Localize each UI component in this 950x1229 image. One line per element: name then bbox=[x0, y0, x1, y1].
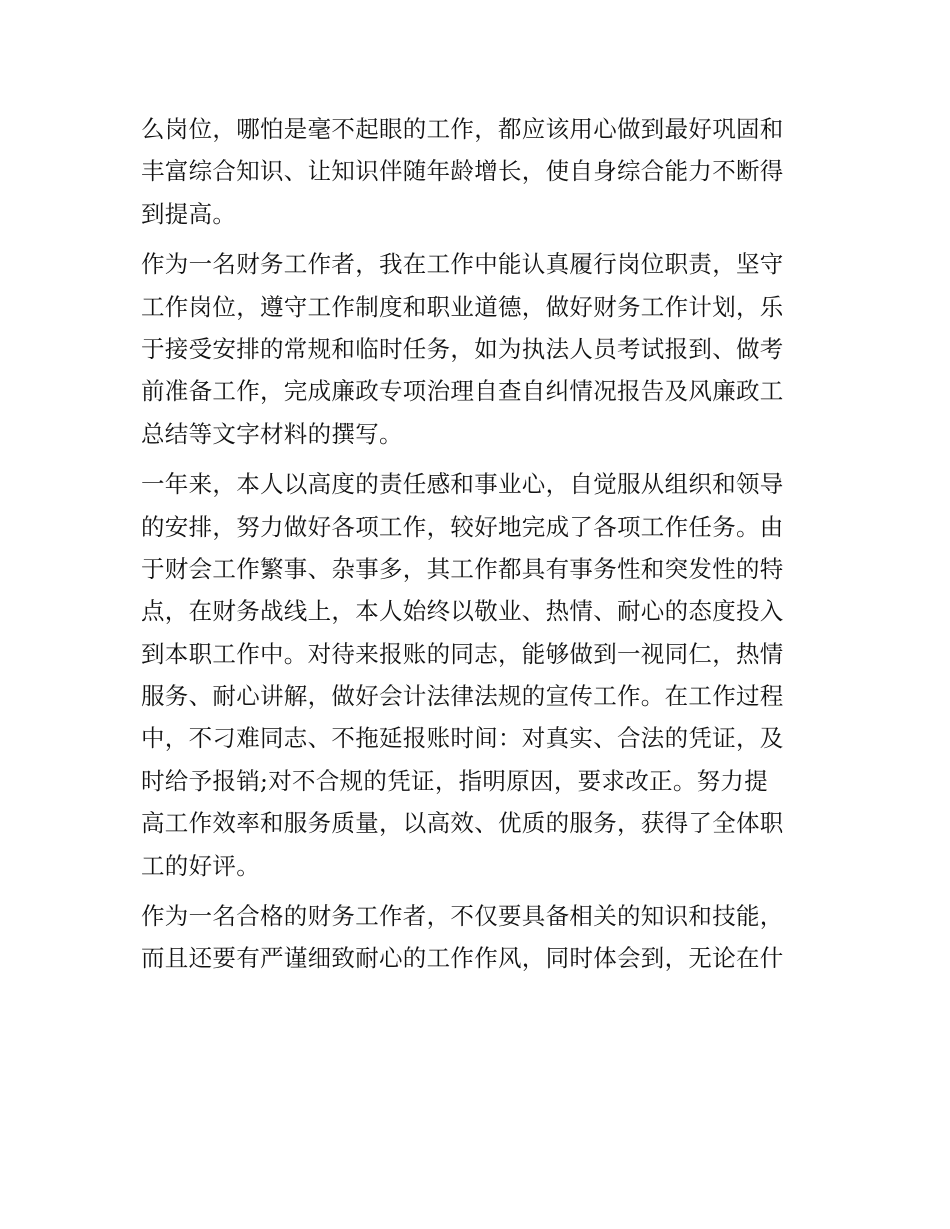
text-line: 到提高。 bbox=[141, 199, 237, 228]
text-line: 工的好评。 bbox=[141, 851, 260, 880]
text-line: 点，在财务战线上，本人始终以敬业、热情、耐心的态度投入 bbox=[141, 597, 784, 626]
text-line: 而且还要有严谨细致耐心的工作作风，同时体会到，无论在什 bbox=[141, 944, 784, 973]
paragraph-4 bbox=[141, 895, 821, 980]
text-line: 作为一名合格的财务工作者，不仅要具备相关的知识和技能， bbox=[141, 902, 784, 931]
text-line: 于接受安排的常规和临时任务，如为执法人员考试报到、做考 bbox=[141, 334, 784, 363]
paragraph-gap bbox=[141, 235, 821, 243]
text-line: 作为一名财务工作者，我在工作中能认真履行岗位职责，坚守 bbox=[141, 250, 784, 279]
text-line: 一年来，本人以高度的责任感和事业心，自觉服从组织和领导 bbox=[141, 470, 784, 499]
text-line: 服务、耐心讲解，做好会计法律法规的宣传工作。在工作过程 bbox=[141, 682, 784, 711]
paragraph-2 bbox=[141, 243, 821, 455]
text-line: 到本职工作中。对待来报账的同志，能够做到一视同仁，热情 bbox=[141, 639, 784, 668]
paragraph-1 bbox=[141, 108, 821, 235]
text-line: 高工作效率和服务质量，以高效、优质的服务，获得了全体职 bbox=[141, 809, 784, 838]
text-line: 前准备工作，完成廉政专项治理自查自纠情况报告及风廉政工 bbox=[141, 377, 784, 406]
text-line: 么岗位，哪怕是毫不起眼的工作，都应该用心做到最好巩固和 bbox=[141, 115, 784, 143]
text-line: 丰富综合知识、让知识伴随年龄增长，使自身综合能力不断得 bbox=[141, 157, 784, 186]
paragraph-3 bbox=[141, 463, 821, 887]
text-line: 的安排，努力做好各项工作，较好地完成了各项工作任务。由 bbox=[141, 512, 784, 541]
text-line: 于财会工作繁事、杂事多，其工作都具有事务性和突发性的特 bbox=[141, 554, 784, 583]
text-line: 工作岗位，遵守工作制度和职业道德，做好财务工作计划，乐 bbox=[141, 292, 784, 321]
text-line: 总结等文字材料的撰写。 bbox=[141, 419, 403, 448]
paragraph-gap bbox=[141, 455, 821, 463]
text-line: 中，不刁难同志、不拖延报账时间：对真实、合法的凭证，及 bbox=[141, 724, 784, 753]
document-body bbox=[141, 108, 821, 980]
text-line: 时给予报销;对不合规的凭证，指明原因，要求改正。努力提 bbox=[141, 766, 769, 795]
paragraph-gap bbox=[141, 887, 821, 895]
